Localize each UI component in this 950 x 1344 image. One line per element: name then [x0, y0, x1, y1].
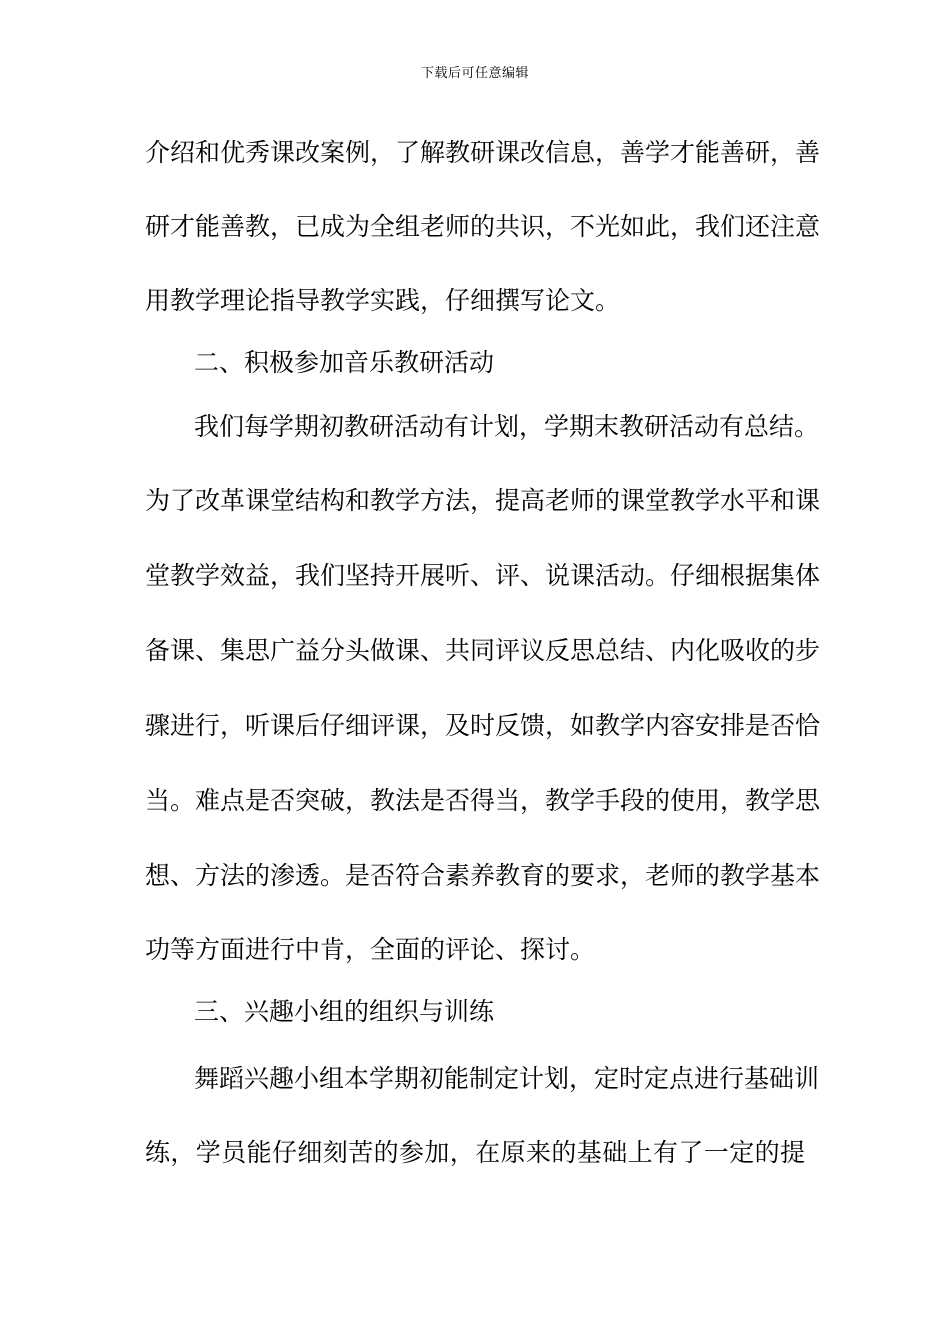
text-line: 用教学理论指导教学实践，仔细撰写论文。	[145, 286, 621, 315]
text-line: 研才能善教，已成为全组老师的共识，不光如此，我们还注意	[145, 212, 821, 241]
text-line: 备课、集思广益分头做课、共同评议反思总结、内化吸收的步	[145, 636, 821, 665]
text-line: 想、方法的渗透。是否符合素养教育的要求，老师的教学基本	[145, 861, 821, 890]
text-line: 堂教学效益，我们坚持开展听、评、说课活动。仔细根据集体	[145, 561, 821, 590]
section-heading: 三、兴趣小组的组织与训练	[194, 997, 495, 1026]
text-line: 练，学员能仔细刻苦的参加，在原来的基础上有了一定的提	[145, 1138, 805, 1167]
text-line: 我们每学期初教研活动有计划，学期末教研活动有总结。	[194, 412, 820, 441]
text-line: 介绍和优秀课改案例，了解教研课改信息，善学才能善研，善	[145, 138, 821, 167]
text-line: 当。难点是否突破，教法是否得当，教学手段的使用，教学思	[145, 786, 821, 815]
text-line: 功等方面进行中肯，全面的评论、探讨。	[145, 935, 596, 964]
text-line: 骤进行，听课后仔细评课，及时反馈，如教学内容安排是否恰	[145, 711, 821, 740]
text-line: 舞蹈兴趣小组本学期初能制定计划，定时定点进行基础训	[194, 1064, 820, 1093]
page-header: 下载后可任意编辑	[420, 66, 529, 81]
section-heading: 二、积极参加音乐教研活动	[194, 348, 495, 377]
text-line: 为了改革课堂结构和教学方法，提高老师的课堂教学水平和课	[145, 486, 821, 515]
